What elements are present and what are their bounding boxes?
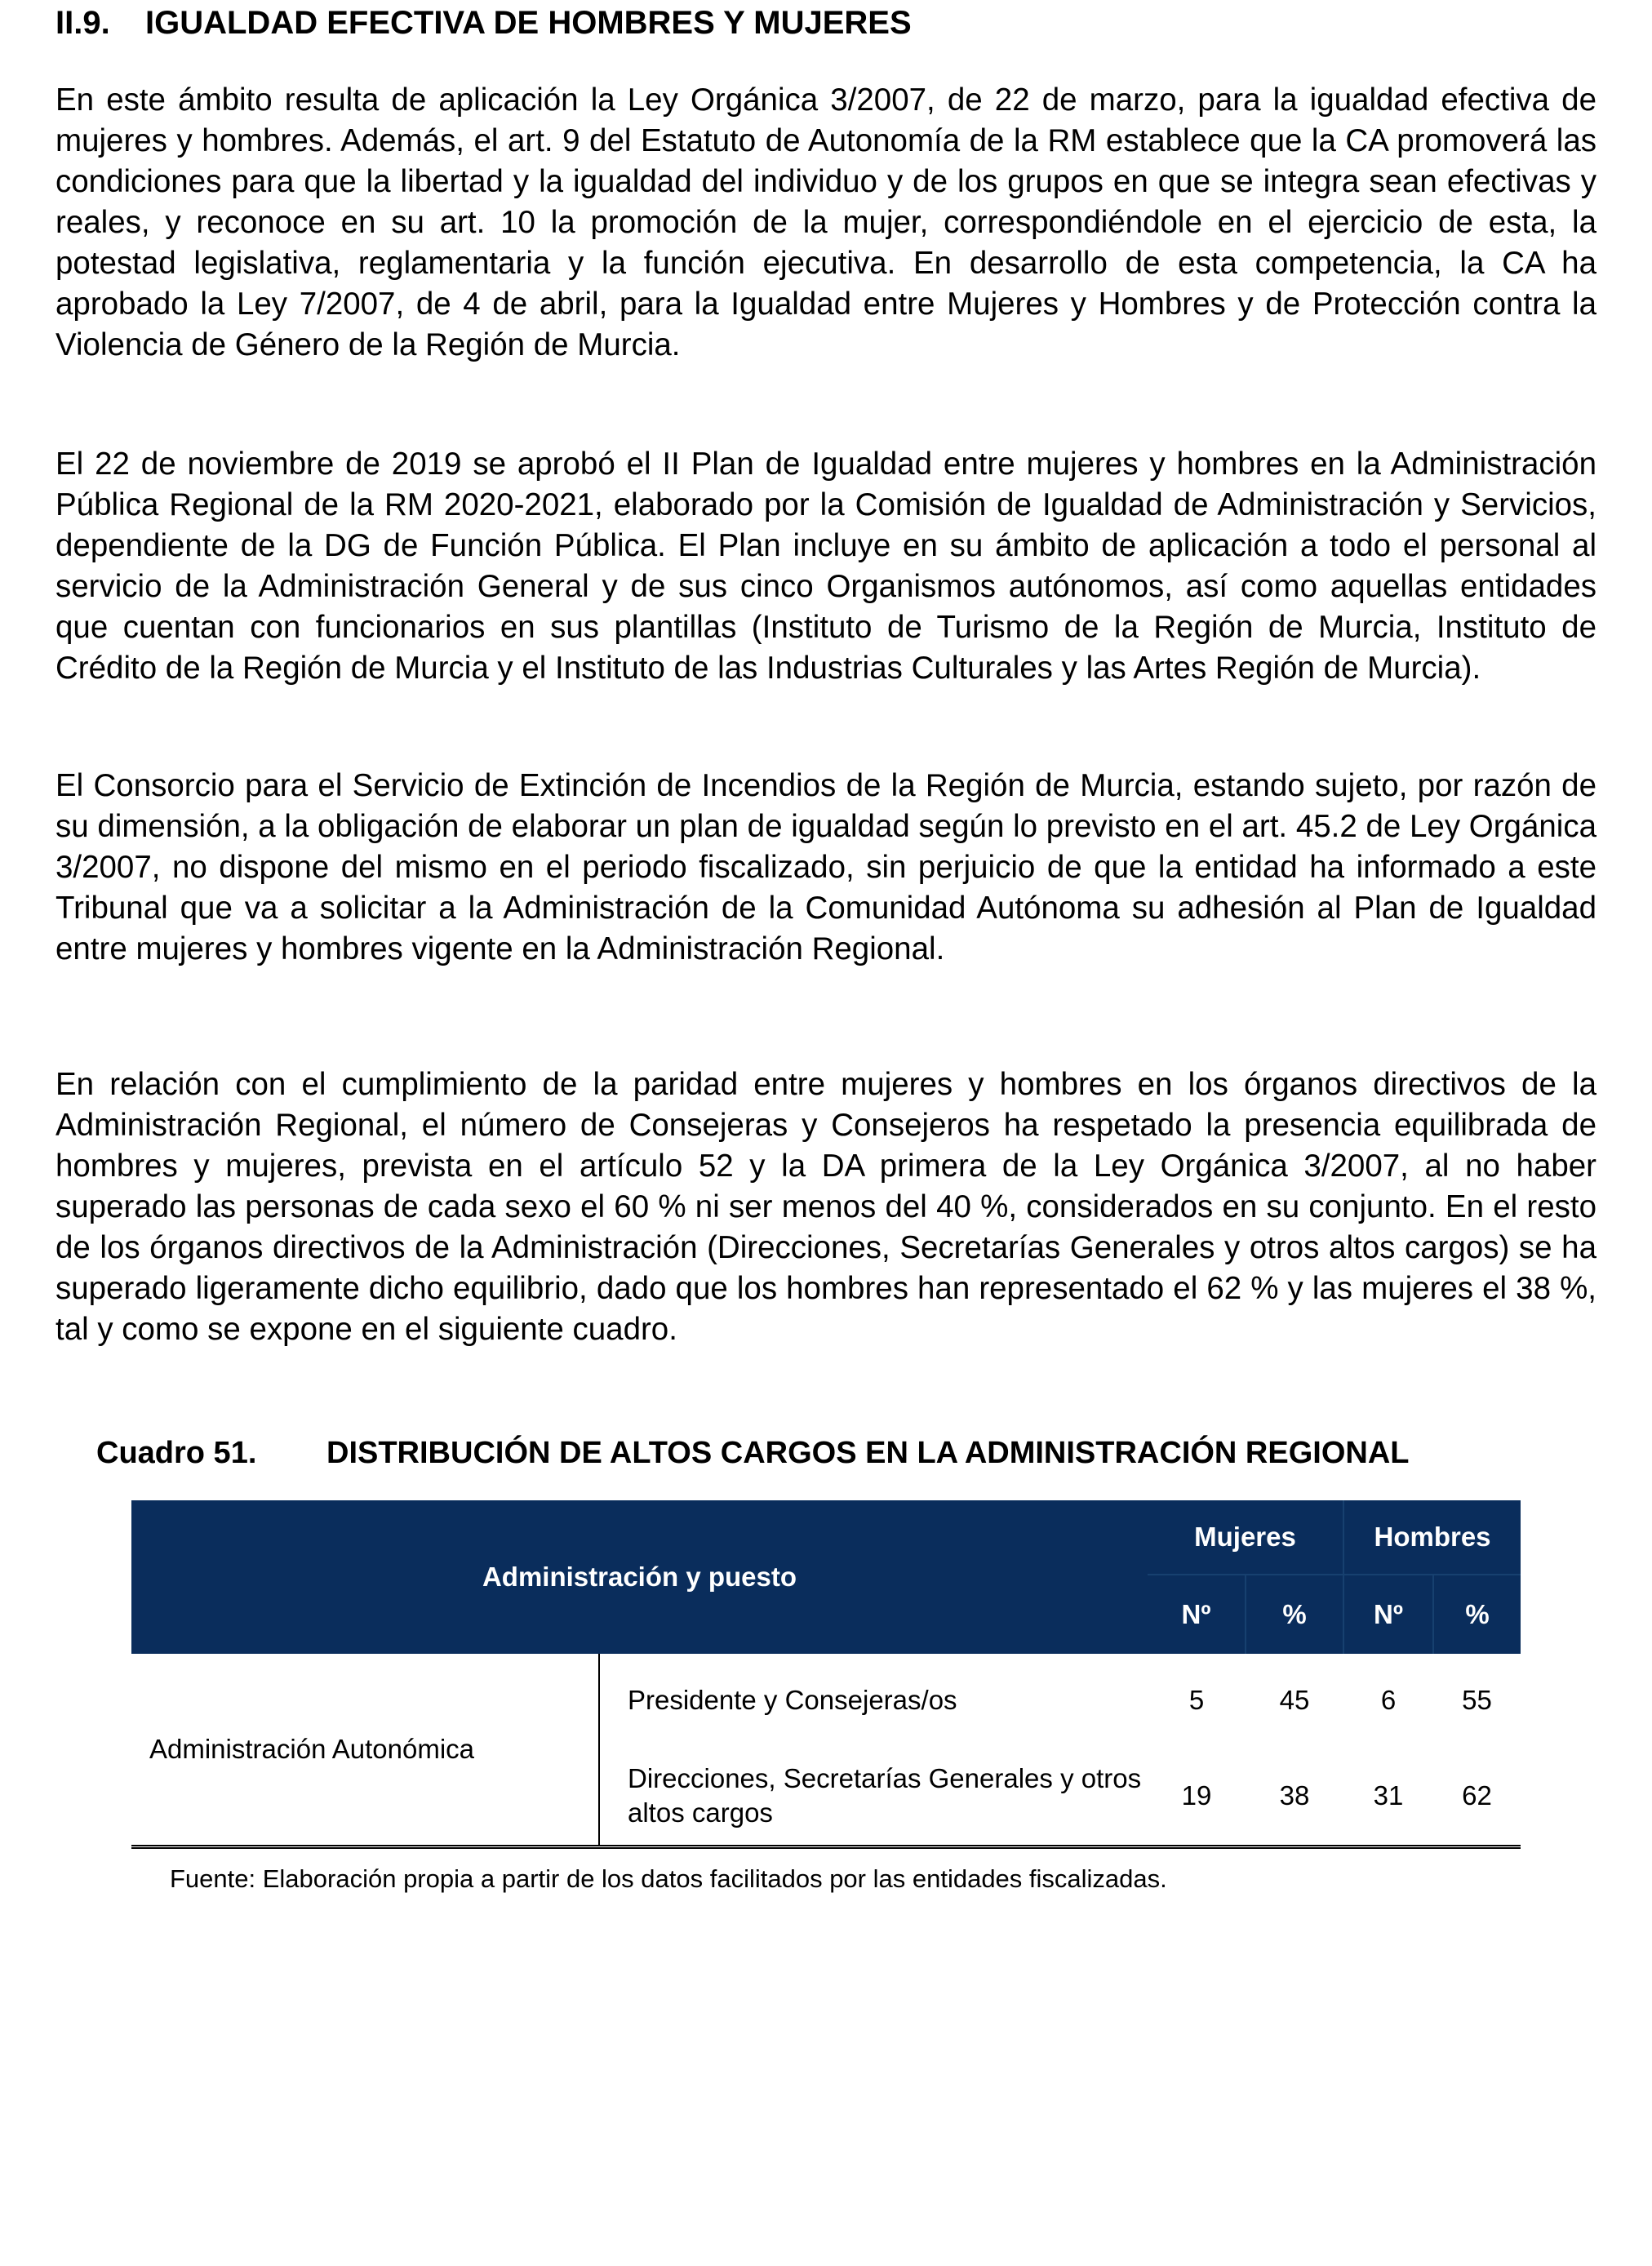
header-women-number: Nº — [1148, 1575, 1246, 1654]
section-heading — [56, 3, 912, 42]
women-percent-cell: 45 — [1279, 1685, 1310, 1715]
section-title: IGUALDAD EFECTIVA DE HOMBRES Y MUJERES — [145, 5, 912, 41]
paragraph-parity-compliance: En relación con el cumplimiento de la paridad entre mujeres y hombres en los órganos directivos de la Administración Regional, el número de Consejeras y Consejeros ha respetado la presencia equilibrada de hombres y mujeres, prevista en el artículo 52 y la DA primera de la Ley Orgánica 3/2007, al no haber superado las personas de cada sexo el 60 % ni ser menos del 40 %, considerados en su conjunto. En el resto de los órganos directivos de la Administración (Direcciones, Secretarías Generales y otros altos cargos) se ha superado ligeramente dicho equilibrio, dado que los hombres han representado el 62 % y las mujeres el 38 %, tal y como se expone en el siguiente cuadro. — [56, 1067, 1596, 1347]
men-percent-cell: 55 — [1462, 1685, 1492, 1715]
senior-positions-table — [131, 1500, 1521, 1849]
table-caption-number: Cuadro 51. — [96, 1436, 257, 1470]
table-source-note: Fuente: Elaboración propia a partir de los datos facilitados por las entidades fiscalizadas. — [170, 1864, 1167, 1893]
men-percent-cell: 62 — [1433, 1747, 1521, 1847]
paragraph-equality-plan: El 22 de noviembre de 2019 se aprobó el II Plan de Igualdad entre mujeres y hombres en la Administración Pública Regional de la RM 2020-2021, elaborado por la Comisión de Igualdad de Administración y Servicios, dependiente de la DG de Función Pública. El Plan incluye en su ámbito de aplicación a todo el personal al servicio de la Administración General y de sus cinco Organismos autónomos, así como aquellas entidades que cuentan con funcionarios en sus plantillas (Instituto de Turismo de la Región de Murcia, Instituto de Crédito de la Región de Murcia y el Instituto de las Industrias Culturales y las Artes Región de Murcia). — [56, 447, 1596, 686]
table-caption — [96, 1433, 1410, 1473]
women-percent-cell: 38 — [1246, 1747, 1343, 1847]
admin-type-cell: Administración Autonómica — [131, 1654, 599, 1847]
table-caption-title: DISTRIBUCIÓN DE ALTOS CARGOS EN LA ADMINISTRACIÓN REGIONAL — [326, 1436, 1410, 1470]
position-cell: Presidente y Consejeras/os — [628, 1685, 957, 1715]
paragraph-fire-consortium: El Consorcio para el Servicio de Extinción de Incendios de la Región de Murcia, estando sujeto, por razón de su dimensión, a la obligación de elaborar un plan de igualdad según lo previsto en el art. 45.2 de Ley Orgánica 3/2007, no dispone del mismo en el periodo fiscalizado, sin perjuicio de que la entidad ha informado a este Tribunal que va a solicitar a la Administración de la Comunidad Autónoma su adhesión al Plan de Igualdad entre mujeres y hombres vigente en la Administración Regional. — [56, 768, 1596, 966]
header-women: Mujeres — [1148, 1500, 1343, 1575]
women-number-cell: 19 — [1148, 1747, 1246, 1847]
paragraph-legal-framework: En este ámbito resulta de aplicación la Ley Orgánica 3/2007, de 22 de marzo, para la igualdad efectiva de mujeres y hombres. Además, el art. 9 del Estatuto de Autonomía de la RM establece que la CA promoverá las condiciones para que la libertad y la igualdad del individuo y de los grupos en que se integra sean efectivas y reales, y reconoce en su art. 10 la promoción de la mujer, correspondiéndole en el ejercicio de esta, la potestad legislativa, reglamentaria y la función ejecutiva. En desarrollo de esta competencia, la CA ha aprobado la Ley 7/2007, de 4 de abril, para la Igualdad entre Mujeres y Hombres y de Protección contra la Violencia de Género de la Región de Murcia. — [56, 82, 1596, 362]
header-men-percent: % — [1433, 1575, 1521, 1654]
men-number-cell: 31 — [1343, 1747, 1433, 1847]
header-men-number: Nº — [1343, 1575, 1433, 1654]
header-administration-position: Administración y puesto — [131, 1500, 1148, 1654]
position-cell: Direcciones, Secretarías Generales y otros altos cargos — [599, 1747, 1148, 1847]
header-men: Hombres — [1343, 1500, 1521, 1575]
women-number-cell: 5 — [1188, 1685, 1205, 1715]
table-row — [131, 1654, 1521, 1747]
section-number: II.9. — [56, 5, 110, 41]
men-number-cell: 6 — [1380, 1685, 1397, 1715]
header-women-percent: % — [1246, 1575, 1343, 1654]
